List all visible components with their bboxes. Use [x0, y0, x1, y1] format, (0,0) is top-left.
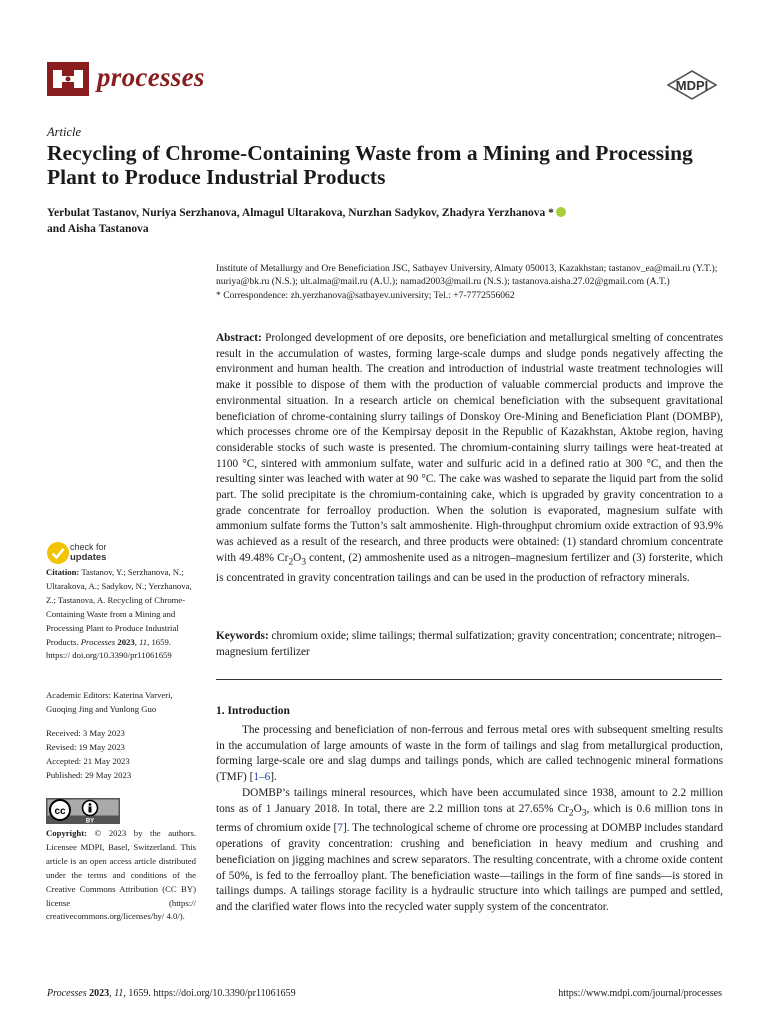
intro-paragraph-1	[216, 723, 723, 786]
formula-sub: 3	[581, 807, 587, 818]
footer-doi[interactable]: , 1659. https://doi.org/10.3390/pr11061659	[123, 988, 296, 999]
orcid-icon[interactable]	[556, 207, 566, 217]
keywords	[216, 629, 723, 660]
paragraph-text: DOMBP’s tailings mineral resources, which have been accumulated since 1938, amount to 2.2 million tons as of 1 January 2018. In total, there are 2.2 million tons at 27.65% Cr	[216, 786, 723, 815]
citation-year: 2023	[117, 636, 135, 647]
reference-link[interactable]: 7	[337, 822, 343, 835]
paragraph-text: ]. The technological scheme of chrome ore processing at DOMBP includes standard operations of gravity concentration: crushing and beneficiation in heavy medium and crushing and beneficiation on jigging machines and screw separators. The resulting concentrate, with a chrome oxide content of 50%, is fed to the ferroalloy plant. The beneficiation waste—tailings in the form of fine sands—is stored in tailings dumps. A tailings storage facility is a hydraulic structure into which tailings are pumped and settled, and the clarified water flows into the recycled water supply system of the concentrator.	[216, 822, 724, 913]
svg-text:BY: BY	[85, 818, 95, 824]
check-for-label[interactable]: check for	[70, 542, 107, 552]
citation-text: Tastanov, Y.; Serzhanova, N.; Ultarakova, A.; Sadykov, N.; Yerzhanova, Z.; Tastanova, A. Recycling of Chrome-Containing Waste from a Mining and Processing Plant to Produce Industrial Products.	[46, 567, 192, 647]
abstract-label: Abstract:	[216, 332, 262, 344]
keywords-label: Keywords:	[216, 630, 269, 642]
authors-line-2: and Aisha Tastanova	[47, 223, 149, 235]
abstract-text-2: content, (2) ammoshenite used as a nitrogen–magnesium fertilizer and (3) forsterite, which is concentrated in gravity concentration tailings and can be used in the production of refractory minerals.	[216, 551, 723, 584]
section-divider	[216, 679, 722, 680]
copyright-block	[46, 827, 196, 924]
affiliations	[216, 262, 726, 302]
accepted-date: Accepted: 21 May 2023	[46, 755, 130, 766]
footer-citation: Processes 2023, 11, 1659. https://doi.org/10.3390/pr11061659	[47, 988, 296, 999]
academic-editors: Academic Editors: Katerina Varveri, Guoqing Jing and Yunlong Guo	[46, 690, 173, 714]
dates-block	[46, 727, 196, 783]
svg-text:cc: cc	[54, 806, 66, 817]
abstract-text-1: Prolonged development of ore deposits, ore beneficiation and metallurgical smelting of concentrates result in the accumulation of wastes, forming large-scale dumps and sludge ponds negatively affecting the environment and human health. The creation and introduction of industrial waste treatment technologies will make it possible to dispose of them with the production of valuable commercial products and improve the environmental situation. In a research article on chemical beneficiation with the subsequent gravitational beneficiation of chrome-containing slurry tailings of Donskoy Ore-Mining and Beneficiation Plant (DOMBP), which processes chrome ore of the Kempirsay deposit in the Republic of Kazakhstan, Aktobe region, having considerable stocks of such waste is presented. The chromium-containing slurry tailings were heat-treated at 1100 °C, sintered with ammonium sulfate, water and sulfuric acid in a defined ratio at 300 °C, and then the resulting sinter was leached with water at 90 °C. The cake was washed to separate the liquid part from the solid part. The solid precipitate is the chromium-containing cake, which is upgraded by gravity concentration to a grade concentrate for ferroalloy production. When the solution is evaporated, magnesium sulfate with ammonium sulfate forms the Tutton’s salt ammoshenite. High-throughput chromium oxide extraction of 93.9% was achieved as a result of the research, and three products were obtained: (1) standard chromium concentrate with 49.48% Cr	[216, 332, 723, 564]
cc-by-license-icon[interactable]	[46, 798, 120, 824]
abstract	[216, 331, 723, 587]
copyright-text: © 2023 by the authors. Licensee MDPI, Basel, Switzerland. This article is an open access article distributed under the terms and conditions of the Creative Commons Attribution (CC BY) license (https:// creativecommons.org/licenses/by/ 4.0/).	[46, 828, 196, 922]
authors-line-1: Yerbulat Tastanov, Nuriya Serzhanova, Almagul Ultarakova, Nurzhan Sadykov, Zhadyra Yerzhanova *	[47, 207, 554, 219]
citation-volume: 11	[139, 636, 148, 647]
affiliation-text: Institute of Metallurgy and Ore Beneficiation JSC, Satbayev University, Almaty 050013, Kazakhstan; tastanov_ea@mail.ru (Y.T.); nuriya@bk.ru (N.S.); ult.alma@mail.ru (A.U.); namad2003@mail.ru (N.S.); tastanova.aisha.27.02@gmail.com (A.T.)	[216, 263, 718, 288]
intro-body	[216, 723, 723, 916]
reference-link[interactable]: 1–6	[253, 771, 271, 784]
check-for-updates-icon[interactable]	[46, 541, 70, 565]
copyright-label: Copyright:	[46, 828, 88, 838]
paragraph-text: , which is 0.6 million tons in terms of chromium oxide [	[216, 802, 724, 835]
formula-sub: 2	[568, 807, 574, 818]
author-list	[47, 205, 727, 237]
updates-label[interactable]: updates	[70, 552, 107, 563]
keywords-text: chromium oxide; slime tailings; thermal sulfatization; gravity concentration; concentrate; nitrogen–magnesium fertilizer	[216, 630, 722, 658]
formula-element: O	[293, 551, 302, 564]
formula-element: O	[573, 802, 582, 815]
intro-paragraph-2	[216, 786, 723, 916]
paragraph-text: The processing and beneficiation of non-ferrous and ferrous metal ores with subsequent smelting results in the accumulation of large amounts of waste in the form of tailings and slag from metallurgical production, forming large-scale ore and slag dumps and tailings ponds, which are called technogenic mineral formations (TMF) [	[216, 724, 723, 784]
publisher-name: MDPI	[675, 78, 709, 93]
section-heading: 1. Introduction	[216, 705, 290, 717]
formula-sub: 2	[288, 557, 294, 568]
footer-volume: 11	[114, 988, 124, 999]
paragraph-text: ].	[270, 771, 277, 784]
revised-date: Revised: 19 May 2023	[46, 741, 125, 752]
journal-name: processes	[97, 62, 205, 92]
article-title: Recycling of Chrome-Containing Waste from a Mining and Processing Plant to Produce Industrial Products	[47, 141, 693, 189]
citation-block: Citation: Tastanov, Y.; Serzhanova, N.; Ultarakova, A.; Sadykov, N.; Yerzhanova, Z.; Tastanova, A. Recycling of Chrome-Containing Waste from a Mining and Processing Plant to Produce Industrial Products. Processes 2023, 11, 1659. https:// doi.org/10.3390/pr11061659	[46, 567, 192, 661]
footer-year: 2023	[89, 988, 110, 999]
formula-sub: 3	[301, 557, 307, 568]
processes-logo-icon	[47, 62, 89, 96]
footer-journal: Processes	[47, 988, 87, 999]
citation-label: Citation:	[46, 567, 80, 577]
article-type: Article	[47, 125, 82, 139]
correspondence: * Correspondence: zh.yerzhanova@satbayev.university; Tel.: +7-7772556062	[216, 289, 515, 301]
published-date: Published: 29 May 2023	[46, 769, 132, 780]
footer-journal-url[interactable]: https://www.mdpi.com/journal/processes	[558, 988, 722, 999]
citation-doi[interactable]: , 1659. https:// doi.org/10.3390/pr11061659	[46, 636, 172, 661]
citation-journal: Processes	[80, 636, 116, 647]
received-date: Received: 3 May 2023	[46, 728, 125, 738]
